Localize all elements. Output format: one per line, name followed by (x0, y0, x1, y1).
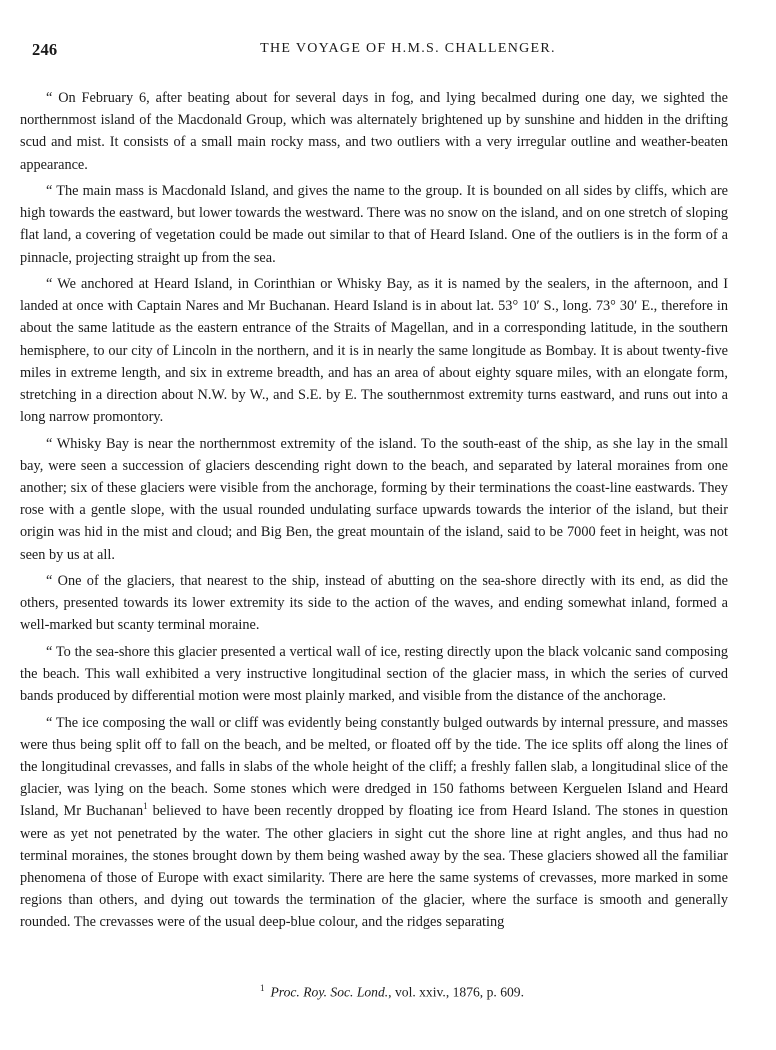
paragraph-macdonald-sighting: “ On February 6, after beating about for several days in fog, and lying becalmed during one day, we sighted the northernmost island of the Macdonald Group, which was alternately brightened up by sunshine and hidden in the drifting scud and mist. It consists of a small main rocky mass, and two outliers with a very irregular outline and weather-beaten appearance. (20, 90, 728, 173)
page-number: 246 (32, 40, 58, 59)
footnote-reference: 1 (143, 801, 148, 812)
footnote-journal: Proc. Roy. Soc. Lond. (270, 984, 389, 1000)
paragraph-heard-island: “ We anchored at Heard Island, in Corinthian or Whisky Bay, as it is named by the sealers, in the afternoon, and I landed at once with Captain Nares and Mr Buchanan. Heard Island is in about lat. 53° 10′ S., long. 73° 30′ E., therefore in about the same latitude as the eastern entrance of the Straits of Magellan, and in a corresponding latitude, in the southern hemisphere, to our city of Lincoln in the northern, and it is in nearly the same longitude as Bombay. It is about twenty-five miles in extreme length, and six in extreme breadth, and has an area of about eighty square miles, with an elongate form, stretching in a direction about N.W. by W., and S.E. by E. The southernmost extremity turns eastward, and runs out into a long narrow promontory. (20, 276, 728, 426)
paragraph-ice-wall: “ To the sea-shore this glacier presented a vertical wall of ice, resting directly upon the black volcanic sand composing the beach. This wall exhibited a very instructive longitudinal section of the glacier mass, in which the series of curved bands produced by differential motion were most plainly marked, and visible from the distance of the anchorage. (20, 643, 728, 705)
paragraph-macdonald-island: “ The main mass is Macdonald Island, and gives the name to the group. It is bounded on all sides by cliffs, which are high towards the eastward, but lower towards the westward. There was no snow on the island, and on one stretch of sloping flat land, a covering of vegetation could be made out similar to that of Heard Island. One of the outliers is in the form of a pinnacle, projecting straight up from the sea. (20, 183, 728, 266)
page-header (32, 40, 744, 62)
footnote-citation: , vol. xxiv., 1876, p. 609. (388, 984, 524, 1000)
paragraph-whisky-bay: “ Whisky Bay is near the northernmost extremity of the island. To the south-east of the ship, as she lay in the small bay, were seen a succession of glaciers descending right down to the beach, and separated by lateral moraines from one another; six of these glaciers were visible from the anchorage, forming by their terminations the coast-line eastwards. They rose with a gentle slope, with the usual rounded undulating surface upwards towards the interior of the island, but their origin was hid in the mist and cloud; and Big Ben, the great mountain of the island, said to be 7000 feet in height, was not seen by us at all. (20, 435, 728, 563)
paragraph-ice-cliff-part-2: believed to have been recently dropped by floating ice from Heard Island. The stones in question were as yet not penetrated by the water. The other glaciers in sight cut the shore line at right angles, and thus had no terminal moraines, the stones brought down by them being washed away by the sea. These glaciers showed all the familiar phenomena of those of Europe with exact similarity. There are here the same systems of crevasses, more marked in some regions than others, and dying out towards the termination of the glacier, where the surface is smooth and generally rounded. The crevasses were of the usual deep-blue colour, and the ridges separating (20, 803, 728, 931)
body-text (20, 87, 728, 938)
running-head: THE VOYAGE OF H.M.S. CHALLENGER. (260, 41, 556, 56)
footnote (0, 983, 776, 1001)
paragraph-ice-cliff (20, 712, 728, 934)
paragraph-ice-cliff-part-1: “ The ice composing the wall or cliff was evidently being constantly bulged outwards by internal pressure, and masses were thus being split off to fall on the beach, and be melted, or floated off by the tide. The ice splits off along the lines of the longitudinal crevasses, and falls in slabs of the whole height of the cliff; a freshly fallen slab, a longitudinal slice of the glacier, was lying on the beach. Some stones which were dredged in 150 fathoms between Kerguelen Island and Heard Island, Mr Buchanan (20, 714, 728, 820)
paragraph-nearest-glacier: “ One of the glaciers, that nearest to the ship, instead of abutting on the sea-shore directly with its end, as did the others, presented towards its lower extremity its side to the action of the waves, and ending somewhat inland, formed a well-marked but scanty terminal moraine. (20, 573, 728, 634)
footnote-mark: 1 (260, 983, 265, 993)
